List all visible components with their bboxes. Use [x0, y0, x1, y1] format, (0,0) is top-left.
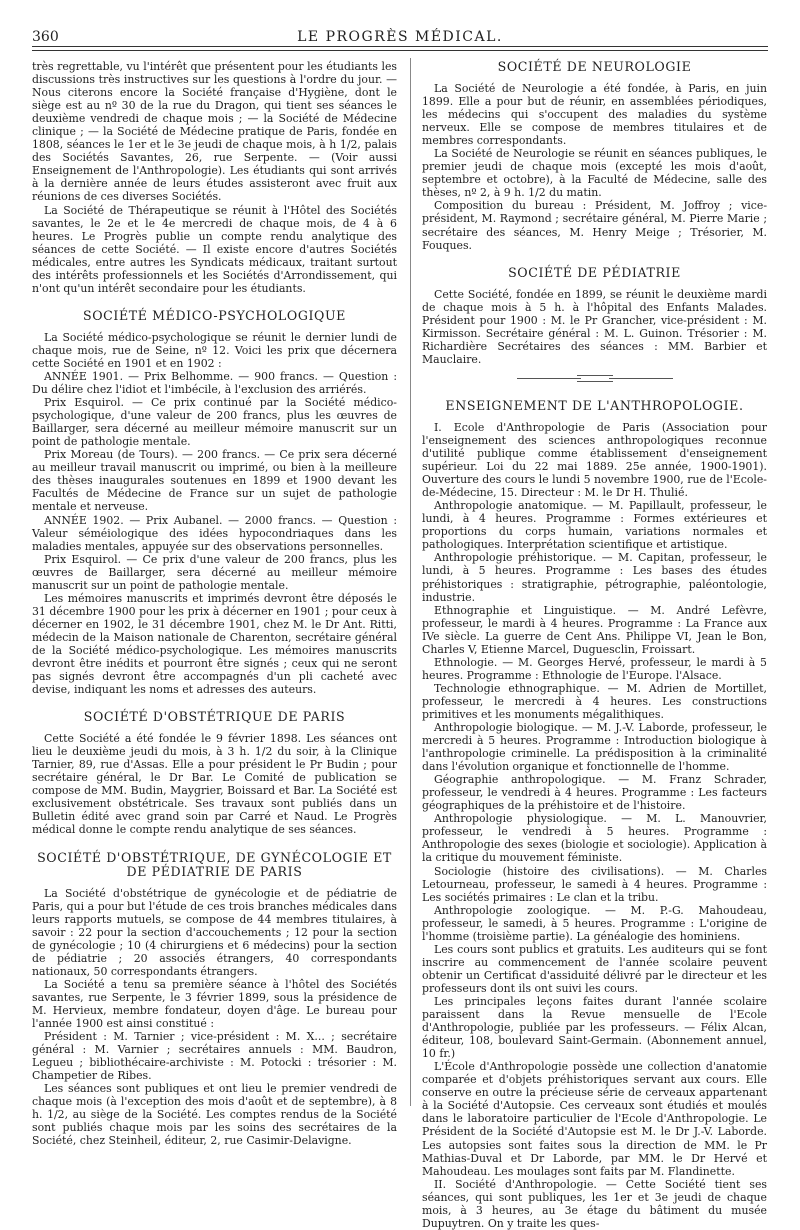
ornamental-divider	[422, 372, 767, 385]
paragraph: Prix Moreau (de Tours). — 200 francs. — Ce prix sera décerné au meilleur travail manuscrit ou imprimé, ou bien à la meilleure des thèses inaugurales soutenues en 1899 et 1900 devant les Facultés de Médecine de France sur un sujet de pathologie mentale et nerveuse.	[32, 448, 397, 514]
running-header	[32, 25, 768, 47]
paragraph: La Société de Neurologie se réunit en séances publiques, le premier jeudi de chaque mois (excepté les mois d'août, septembre et octobre), à la Faculté de Médecine, salle des thèses, nº 2, à 9 h. 1/2 du matin.	[422, 147, 767, 200]
paragraph: Anthropologie zoologique. — M. P.-G. Mahoudeau, professeur, le samedi, à 5 heures. Programme : L'origine de l'homme (troisième partie). La généalogie des hominiens.	[422, 903, 767, 943]
paragraph: Les principales leçons faites durant l'année scolaire paraissent dans la Revue mensuelle de l'Ecole d'Anthropologie, publiée par les professeurs. — Félix Alcan, éditeur, 108, boulevard Saint-Germain. (Abonnement annuel, 10 fr.)	[422, 995, 767, 1061]
paragraph: Les séances sont publiques et ont lieu le premier vendredi de chaque mois (à l'exception des mois d'août et de septembre), à 8 h. 1/2, au siège de la Société. Les comptes rendus de la Société sont publiés chaque mois par les soins des secrétaires de la Société, chez Steinheil, éditeur, 2, rue Casimir-Delavigne.	[32, 1082, 397, 1148]
paragraph: Les mémoires manuscrits et imprimés devront être déposés le 31 décembre 1900 pour les prix à décerner en 1901 ; pour ceux à décerner en 1902, le 31 décembre 1901, chez M. le Dr Ant. Ritti, médecin de la Maison nationale de Charenton, secrétaire général de la Société médico-psychologique. Les mémoires manuscrits devront être inédits et pourront être signés ; ceux qui ne seront pas signés devront être accompagnés d'un pli cacheté avec devise, indiquant les noms et adresses des auteurs.	[32, 591, 397, 697]
section-heading: SOCIÉTÉ DE NEUROLOGIE	[497, 59, 692, 74]
paragraph: Cette Société a été fondée le 9 février 1898. Les séances ont lieu le deuxième jeudi du mois, à 3 h. 1/2 du soir, à la Clinique Tarnier, 89, rue d'Assas. Elle a pour président le Pr Budin ; pour secrétaire général, le Dr Bar. Le Comité de publication se compose de MM. Budin, Maygrier, Boissard et Bar. La Société est exclusivement obstétricale. Ses travaux sont publiés dans un Bulletin édité avec grand soin par Carré et Naud. Le Progrès médical donne le compte rendu analytique de ses séances.	[32, 732, 397, 837]
paragraph: Ethnologie. — M. Georges Hervé, professeur, le mardi à 5 heures. Programme : Ethnologie de l'Europe. l'Alsace.	[422, 655, 767, 682]
section-heading: SOCIÉTÉ DE PÉDIATRIE	[508, 264, 681, 280]
paragraph: La Société d'obstétrique de gynécologie et de pédiatrie de Paris, qui a pour but l'étude de ces trois branches médicales dans leurs rapports mutuels, se compose de 44 membres titulaires, à savoir : 22 pour la section d'accouchements ; 12 pour la section de gynécologie ; 10 (4 chirurgiens et 6 médecins) pour la section de pédiatrie ; 20 associés étrangers, 40 correspondants nationaux, 50 correspondants étrangers.	[32, 886, 397, 978]
paragraph: II. Société d'Anthropologie. — Cette Société tient ses séances, qui sont publiques, les 1er et 3e jeudi de chaque mois, à 3 heures, au 3e étage du bâtiment du musée Dupuytren. On y traite les ques-	[422, 1177, 767, 1230]
paragraph: I. Ecole d'Anthropologie de Paris (Association pour l'enseignement des sciences anthropologiques reconnue d'utilité publique comme établissement d'enseignement supérieur. Loi du 22 mai 1889. 25e année, 1900-1901). Ouverture des cours le lundi 5 novembre 1900, rue de l'Ecole-de-Médecine, 15. Directeur : M. le Dr H. Thulié.	[422, 420, 767, 500]
header-rule-double	[32, 50, 768, 51]
paragraph: Les cours sont publics et gratuits. Les auditeurs qui se font inscrire au commencement de l'année scolaire peuvent obtenir un Certificat d'assiduité délivré par le directeur et les professeurs dont ils ont suivi les cours.	[422, 942, 767, 995]
column-separator	[410, 58, 411, 1106]
running-title: LE PROGRÈS MÉDICAL.	[297, 29, 503, 45]
right-column	[422, 59, 767, 1230]
section-heading: SOCIÉTÉ D'OBSTÉTRIQUE DE PARIS	[83, 709, 346, 725]
paragraph: Composition du bureau : Président, M. Joffroy ; vice-président, M. Raymond ; secrétaire général, M. Pierre Marie ; secrétaire des séances, M. Henry Meige ; Trésorier, M. Fouques.	[422, 199, 767, 252]
section-heading: SOCIÉTÉ D'OBSTÉTRIQUE, DE GYNÉCOLOGIE ET DE PÉDIATRIE DE PARIS	[37, 849, 392, 879]
paragraph: Ethnographie et Linguistique. — M. André Lefèvre, professeur, le mardi à 4 heures. Programme : La France aux IVe siècle. La guerre de Cent Ans. Philippe VI, Jean le Bon, Charles V, Etienne Marcel, Duguesclin, Froissart.	[422, 603, 767, 656]
paragraph: La Société médico-psychologique se réunit le dernier lundi de chaque mois, rue de Seine, nº 12. Voici les prix que décernera cette Société en 1901 et en 1902 :	[32, 330, 397, 370]
paragraph: ANNÉE 1901. — Prix Belhomme. — 900 francs. — Question : Du délire chez l'idiot et l'imbécile, à l'exclusion des arriérés.	[32, 369, 397, 397]
paragraph: Anthropologie anatomique. — M. Papillault, professeur, le lundi, à 4 heures. Programme : Formes extérieures et proportions du corps humain, variations normales et pathologiques. Interprétation scientifique et artistique.	[422, 499, 767, 552]
paragraph: très regrettable, vu l'intérêt que présentent pour les étudiants les discussions très instructives sur les questions à l'ordre du jour. — Nous citerons encore la Société française d'Hygiène, dont le siège est au nº 30 de la rue du Dragon, qui tient ses séances le deuxième vendredi de chaque mois ; — la Société de Médecine clinique ; — la Société de Médecine pratique de Paris, fondée en 1808, séances le 1er et le 3e jeudi de chaque mois, à h 1/2, palais des Sociétés Savantes, 26, rue Serpente. — (Voir aussi Enseignement de l'Anthropologie). Les étudiants qui sont arrivés à la dernière année de leurs études assisteront avec fruit aux réunions de ces diverses Sociétés.	[32, 60, 397, 204]
page-number: 360	[32, 29, 59, 45]
header-rule	[32, 46, 768, 47]
section-heading: ENSEIGNEMENT DE L'ANTHROPOLOGIE.	[445, 397, 744, 413]
section-heading: SOCIÉTÉ MÉDICO-PSYCHOLOGIQUE	[83, 307, 346, 323]
paragraph: Géographie anthropologique. — M. Franz Schrader, professeur, le vendredi à 4 heures. Programme : Les facteurs géographiques de la préhistoire et de l'histoire.	[422, 773, 767, 813]
paragraph: La Société a tenu sa première séance à l'hôtel des Sociétés savantes, rue Serpente, le 3 février 1899, sous la présidence de M. Hervieux, membre fondateur, doyen d'âge. Le bureau pour l'année 1900 est ainsi constitué :	[32, 977, 397, 1030]
paragraph: Anthropologie biologique. — M. J.-V. Laborde, professeur, le mercredi à 5 heures. Programme : Introduction biologique à l'anthropologie criminelle. La prédisposition à la criminalité dans l'évolution organique et fonctionnelle de l'homme.	[422, 721, 767, 774]
paragraph: Cette Société, fondée en 1899, se réunit le deuxième mardi de chaque mois à 5 h. à l'hôpital des Enfants Malades. Président pour 1900 : M. le Pr Grancher, vice-président : M. Kirmisson. Secrétaire général : M. L. Guinon. Trésorier : M. Richardière Secrétaires des séances : MM. Barbier et Mauclaire.	[422, 287, 767, 366]
paragraph: La Société de Neurologie a été fondée, à Paris, en juin 1899. Elle a pour but de réunir, en assemblées périodiques, les médecins qui s'occupent des maladies du système nerveux. Elle se compose de membres titulaires et de membres correspondants.	[422, 82, 767, 148]
paragraph: Anthropologie physiologique. — M. L. Manouvrier, professeur, le vendredi à 5 heures. Programme : Anthropologie des sexes (biologie et sociologie). Application à la critique du mouvement féministe.	[422, 812, 767, 865]
paragraph: Prix Esquirol. — Ce prix continué par la Société médico-psychologique, d'une valeur de 200 francs, plus les œuvres de Baillarger, sera décerné au meilleur mémoire manuscrit sur un point de pathologie mentale.	[32, 396, 397, 449]
left-column	[32, 60, 397, 1148]
paragraph: Sociologie (histoire des civilisations). — M. Charles Letourneau, professeur, le samedi à 4 heures. Programme : Les sociétés primaires : Le clan et la tribu.	[422, 864, 767, 904]
paragraph: La Société de Thérapeutique se réunit à l'Hôtel des Sociétés savantes, le 2e et le 4e mercredi de chaque mois, de 4 à 6 heures. Le Progrès publie un compte rendu analytique des séances de cette Société. — Il existe encore d'autres Sociétés médicales, entre autres les Syndicats médicaux, traitant surtout des intérêts professionnels et les Sociétés d'Arrondissement, qui n'ont qu'un intérêt secondaire pour les étudiants.	[32, 203, 397, 295]
paragraph: ANNÉE 1902. — Prix Aubanel. — 2000 francs. — Question : Valeur séméiologique des idées hypocondriaques dans les maladies mentales, appuyée sur des observations personnelles.	[32, 513, 397, 553]
paragraph: Prix Esquirol. — Ce prix d'une valeur de 200 francs, plus les œuvres de Baillarger, sera décerné au meilleur mémoire manuscrit sur un point de pathologie mentale.	[32, 552, 397, 592]
paragraph: Président : M. Tarnier ; vice-président : M. X... ; secrétaire général : M. Varnier ; secrétaires annuels : MM. Baudron, Legueu ; bibliothécaire-archiviste : M. Potocki : trésorier : M. Champetier de Ribes.	[32, 1030, 397, 1083]
paragraph: Technologie ethnographique. — M. Adrien de Mortillet, professeur, le mercredi à 4 heures. Les constructions primitives et les monuments mégalithiques.	[422, 681, 767, 721]
paragraph: L'École d'Anthropologie possède une collection d'anatomie comparée et d'objets préhistoriques servant aux cours. Elle conserve en outre la précieuse série de cerveaux appartenant à la Société d'Autopsie. Ces cerveaux sont étudiés et moulés dans le laboratoire particulier de l'Ecole d'Anthropologie. Le Président de la Société d'Autopsie est M. le Dr J.-V. Laborde. Les autopsies sont faites sous la direction de MM. le Pr Mathias-Duval et Dr Laborde, par MM. le Dr Hervé et Mahoudeau. Les moulages sont faits par M. Flandinette.	[422, 1060, 767, 1178]
paragraph: Anthropologie préhistorique. — M. Capitan, professeur, le lundi, à 5 heures. Programme : Les bases des études préhistoriques : stratigraphie, pétrographie, paléontologie, industrie.	[422, 551, 767, 604]
